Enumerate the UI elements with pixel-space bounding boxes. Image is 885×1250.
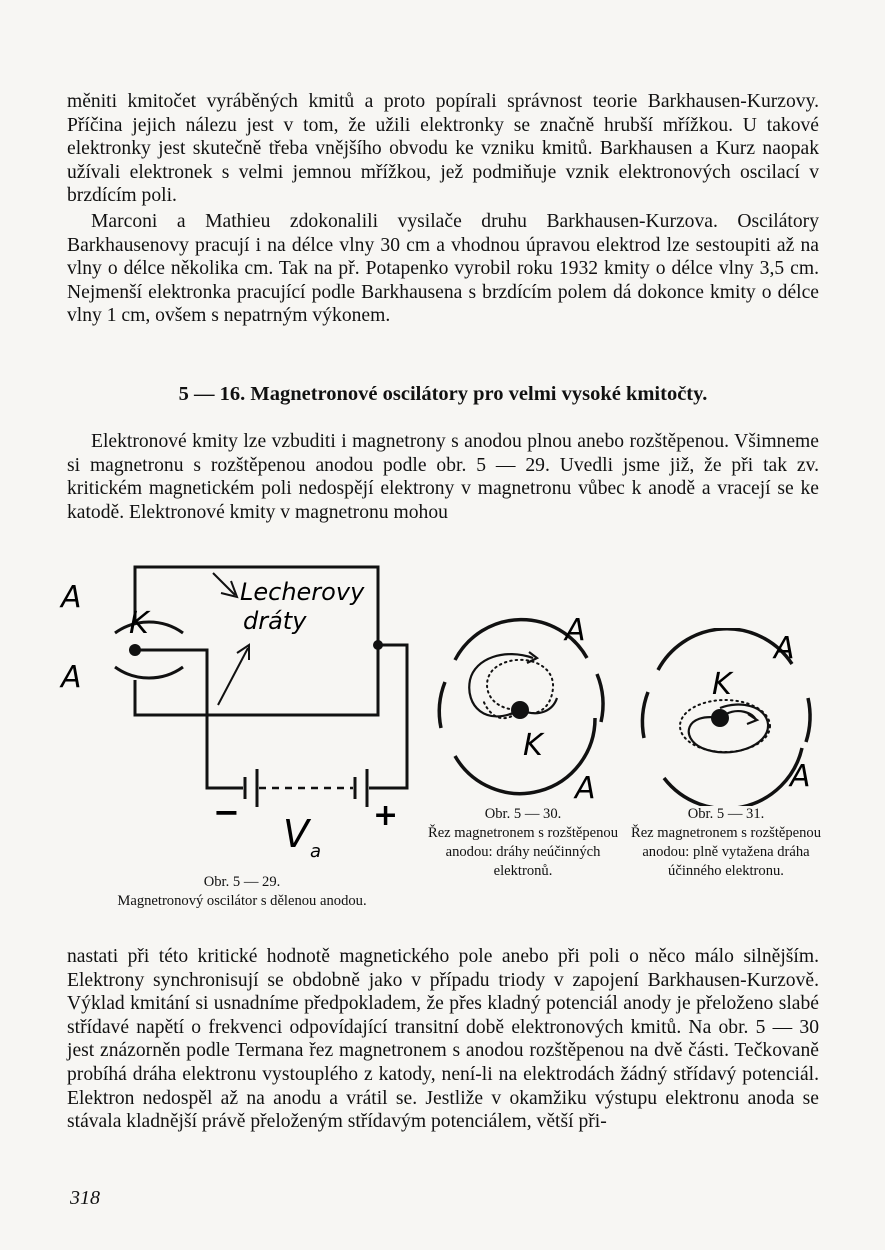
paragraph-3: Elektronové kmity lze vzbuditi i magnetrony s anodou plnou anebo rozštěpenou. Všimneme si magnetronu s rozštěpenou anodou podle obr. 5 — 29. Uvedli jsme již, že při tak zv. kritickém magnetickém poli nedospějí elektrony v magnetronu vůbec k anodě a vracejí se ke katodě. Elektronové kmity v magnetronu mohou bbox=[67, 431, 819, 523]
section-heading: 5 — 16. Magnetronové oscilátory pro velmi vysoké kmitočty. bbox=[178, 383, 708, 405]
figure-5-31-magnetron-section bbox=[630, 628, 830, 806]
fig29-minus-sign: − bbox=[213, 793, 240, 831]
fig29-label-k: K bbox=[129, 606, 149, 641]
figure-5-30-description: Řez magnetronem s rozštěpenou anodou: dráhy neúčinných elektronů. bbox=[427, 825, 619, 879]
figure-5-29-caption bbox=[62, 873, 422, 911]
fig30-label-a-top: A bbox=[565, 613, 586, 648]
paragraph-1: měniti kmitočet vyráběných kmitů a proto popírali správnost teorie Barkhausen-Kurzovy. Příčina jejich nálezu jest v tom, že užili elektronky se značně hrubší mřížkou. U takové elektronky jest skutečně třeba vnějšího obvodu ke vzniku kmitů. Barkhausen a Kurz naopak užívali elektronek s velmi jemnou mřížkou, jež podmiňuje vznik elektronových oscilací v brzdícím poli. bbox=[67, 91, 819, 207]
fig29-lecher-label-1: Lecherovy bbox=[240, 578, 365, 606]
figure-5-31-description: Řez magnetronem s rozštěpenou anodou: plně vytažena dráha účinného elektronu. bbox=[630, 825, 822, 879]
paragraph-2: Marconi a Mathieu zdokonalili vysilače druhu Barkhausen-Kurzova. Oscilátory Barkhausenovy pracují i na délce vlny 30 cm a vhodnou úpravou elektrod lze sestoupiti až na vlny o délce několika cm. Tak na př. Potapenko vyrobil roku 1932 kmity o délce vlny 3,5 cm. Nejmenší elektronka pracující podle Barkhausena s brzdícím polem dá dokonce kmity o délce vlny 1 cm, ovšem s nepatrným výkonem. bbox=[67, 211, 819, 327]
figure-5-29-description: Magnetronový oscilátor s dělenou anodou. bbox=[117, 893, 367, 909]
fig29-label-a-bottom: A bbox=[61, 660, 82, 695]
figure-5-30-magnetron-section bbox=[425, 610, 625, 805]
page-number: 318 bbox=[70, 1187, 100, 1209]
figure-5-30-number: Obr. 5 — 30. bbox=[484, 806, 562, 822]
fig31-label-a-bottom: A bbox=[790, 759, 811, 794]
figure-5-30-caption bbox=[423, 805, 623, 881]
fig30-label-a-bottom: A bbox=[575, 771, 596, 805]
figure-5-31-number: Obr. 5 — 31. bbox=[687, 806, 765, 822]
fig29-plus-sign: + bbox=[373, 798, 399, 833]
fig29-voltage-label: V bbox=[283, 812, 309, 856]
fig31-label-a-top: A bbox=[774, 631, 795, 666]
fig31-label-k: K bbox=[712, 667, 732, 702]
fig29-lecher-label-2: dráty bbox=[243, 607, 307, 635]
fig29-voltage-subscript: a bbox=[310, 841, 322, 862]
figure-5-29-number: Obr. 5 — 29. bbox=[203, 874, 281, 890]
figure-5-29-circuit bbox=[55, 555, 425, 865]
fig29-label-a-top: A bbox=[61, 580, 82, 615]
paragraph-4: nastati při této kritické hodnotě magnetického pole anebo při poli o něco málo silnějším. Elektrony synchronisují se obdobně jako v případu triody v zapojení Barkhausen-Kurzově. Výklad kmitání si usnadníme předpokladem, že přes kladný potenciál anody je přeloženo slabé střídavé napětí o frekvenci odpovídající transitní době elektronových kmitů. Na obr. 5 — 30 jest znázorněn podle Termana řez magnetronem s anodou rozštěpenou na dvě části. Tečkovaně probíhá dráha elektronu vystouplého z katody, není-li na elektrodách žádný střídavý potenciál. Elektron nedospěl až na anodu a vrátil se. Jestliže v okamžiku výstupu elektronu anoda se stávala kladnější právě přeloženým střídavým potenciálem, větší při- bbox=[67, 946, 819, 1133]
figure-5-31-caption bbox=[627, 805, 825, 881]
fig30-label-k: K bbox=[523, 728, 543, 763]
